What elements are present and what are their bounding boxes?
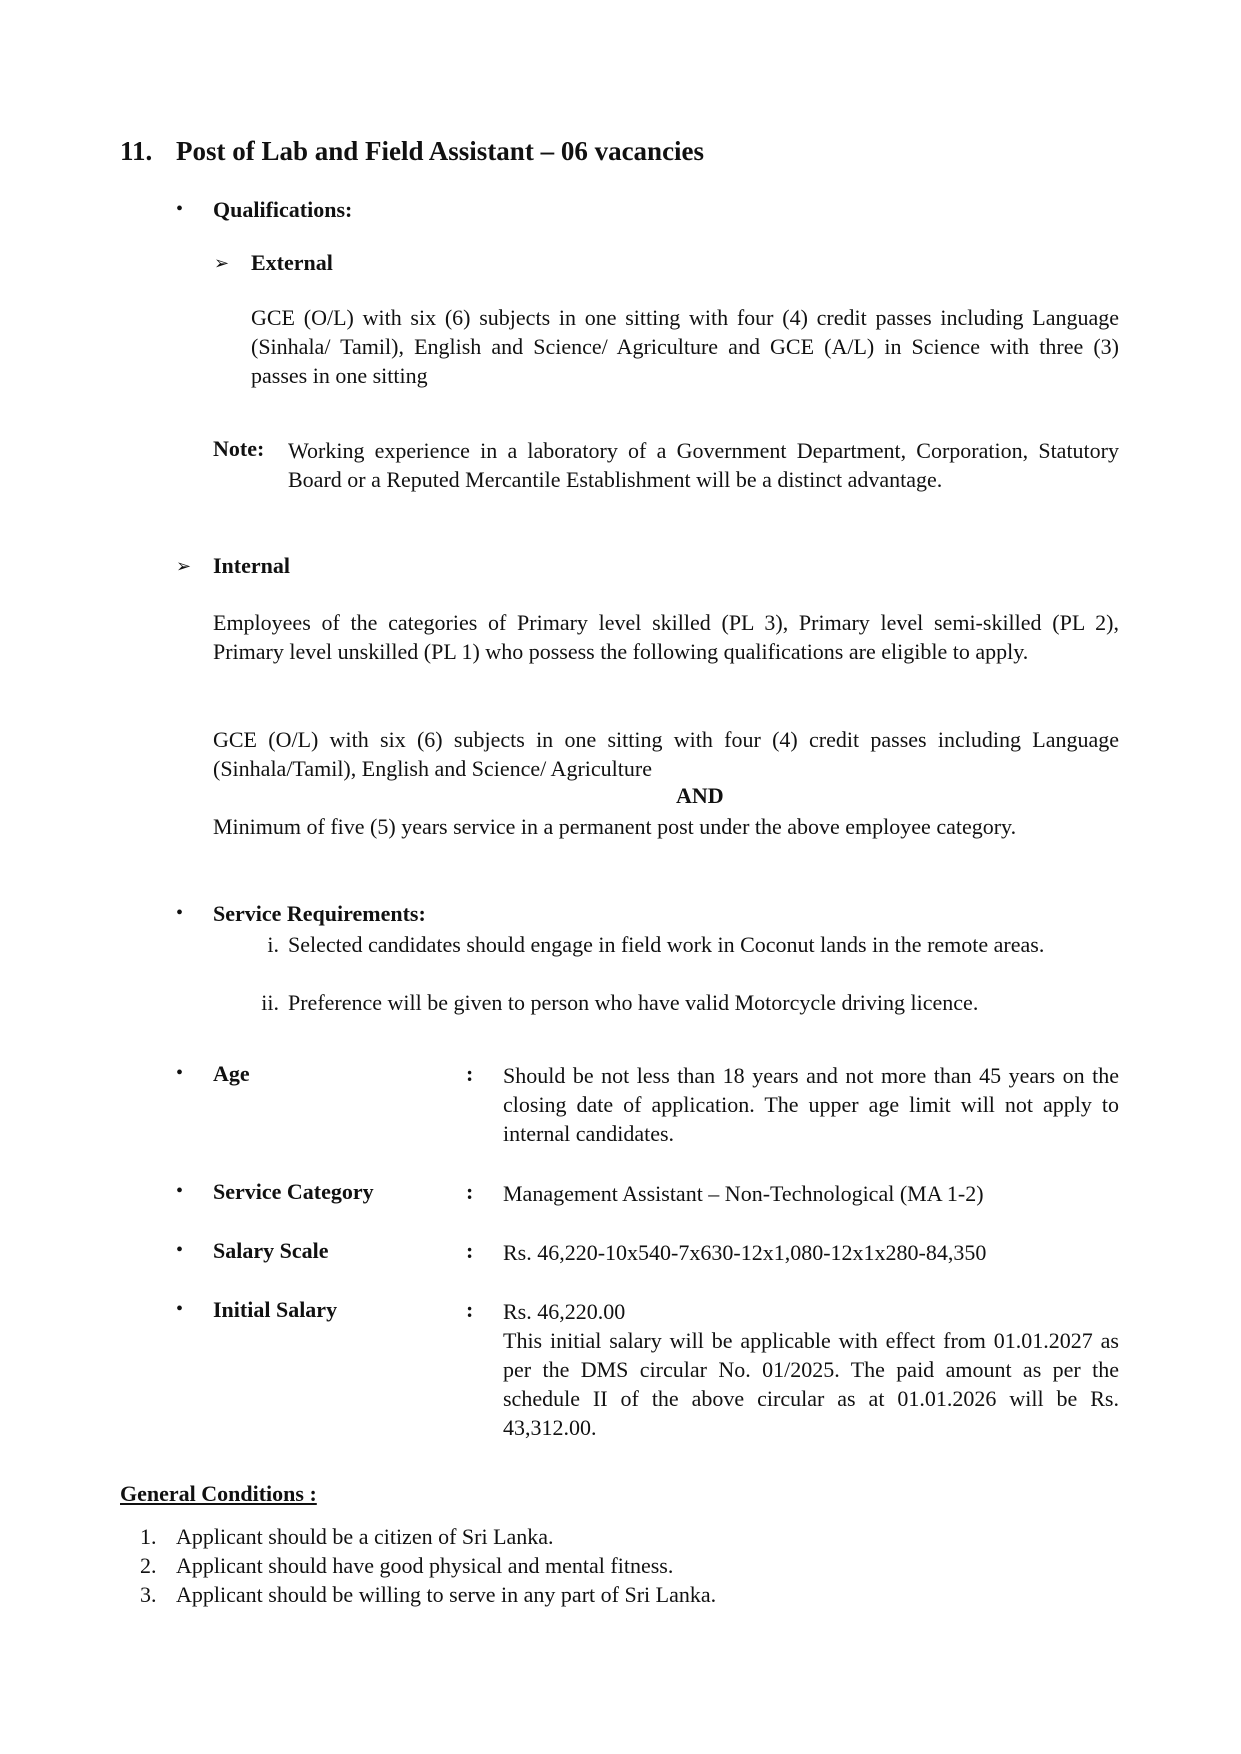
note-label: Note: <box>213 436 265 461</box>
general-conditions-heading: General Conditions : <box>120 1481 317 1506</box>
service-requirements-list <box>213 930 1119 1017</box>
qualifications-heading: Qualifications: <box>213 197 353 222</box>
initial-salary-note: This initial salary will be applicable with effect from 01.01.2027 as per the DMS circular No. 01/2025. The paid amount as per the schedule II of the above circular as at 01.01.2026 will be Rs. 43,312.00. <box>503 1328 1119 1440</box>
colon: : <box>466 1061 474 1086</box>
internal-eligibility-text: Employees of the categories of Primary level skilled (PL 3), Primary level semi-skilled (PL 2), Primary level unskilled (PL 1) who possess the following qualifications are eligible to apply. <box>213 610 1119 664</box>
item-text: Applicant should be willing to serve in any part of Sri Lanka. <box>176 1582 717 1607</box>
bullet-icon: • <box>176 198 184 220</box>
bullet-icon: • <box>176 902 184 924</box>
item-marker: ii. <box>261 990 279 1015</box>
service-requirements-heading: Service Requirements: <box>213 901 426 926</box>
bullet-icon: • <box>176 1180 184 1202</box>
section-title <box>120 136 704 167</box>
service-requirement-item <box>213 988 1119 1017</box>
and-connector: AND <box>676 783 724 808</box>
general-condition-item <box>140 1580 716 1609</box>
age-label: Age <box>213 1061 250 1086</box>
item-marker: 2. <box>140 1553 157 1578</box>
colon: : <box>466 1297 474 1322</box>
age-value: Should be not less than 18 years and not more than 45 years on the closing date of application. The upper age limit will not apply to internal candidates. <box>503 1063 1119 1146</box>
initial-salary-label: Initial Salary <box>213 1297 338 1322</box>
general-condition-item <box>140 1551 716 1580</box>
item-text: Preference will be given to person who have valid Motorcycle driving licence. <box>288 990 979 1015</box>
item-text: Applicant should be a citizen of Sri Lanka. <box>176 1524 554 1549</box>
service-category-label: Service Category <box>213 1179 374 1204</box>
colon: : <box>466 1238 474 1263</box>
initial-salary-amount: Rs. 46,220.00 <box>503 1299 626 1324</box>
item-text: Selected candidates should engage in field work in Coconut lands in the remote areas. <box>288 932 1045 957</box>
section-title-text: Post of Lab and Field Assistant – 06 vacancies <box>176 136 705 166</box>
arrow-bullet-icon: ➢ <box>214 253 230 273</box>
item-text: Applicant should have good physical and mental fitness. <box>176 1553 674 1578</box>
salary-scale-value: Rs. 46,220-10x540-7x630-12x1,080-12x1x280-84,350 <box>503 1240 987 1265</box>
external-qualification-text: GCE (O/L) with six (6) subjects in one sitting with four (4) credit passes including Language (Sinhala/ Tamil), English and Science/ Agriculture and GCE (A/L) in Science with three (3) passes in one sitting <box>251 305 1119 388</box>
external-heading: External <box>251 250 333 275</box>
service-requirement-item <box>213 930 1119 988</box>
general-condition-item <box>140 1522 716 1551</box>
internal-qualification-text: GCE (O/L) with six (6) subjects in one sitting with four (4) credit passes including Language (Sinhala/Tamil), English and Science/ Agriculture <box>213 727 1119 781</box>
arrow-bullet-icon: ➢ <box>176 556 192 576</box>
bullet-icon: • <box>176 1239 184 1261</box>
internal-heading: Internal <box>213 553 290 578</box>
note-text: Working experience in a laboratory of a Government Department, Corporation, Statutory Board or a Reputed Mercantile Establishment will be a distinct advantage. <box>288 438 1119 492</box>
section-number: 11. <box>120 136 153 166</box>
general-conditions-list <box>140 1522 716 1609</box>
salary-scale-label: Salary Scale <box>213 1238 329 1263</box>
bullet-icon: • <box>176 1298 184 1320</box>
item-marker: 1. <box>140 1524 157 1549</box>
bullet-icon: • <box>176 1062 184 1084</box>
service-category-value: Management Assistant – Non-Technological (MA 1-2) <box>503 1181 984 1206</box>
colon: : <box>466 1179 474 1204</box>
item-marker: i. <box>267 932 279 957</box>
item-marker: 3. <box>140 1582 157 1607</box>
internal-service-text: Minimum of five (5) years service in a permanent post under the above employee category. <box>213 814 1017 839</box>
